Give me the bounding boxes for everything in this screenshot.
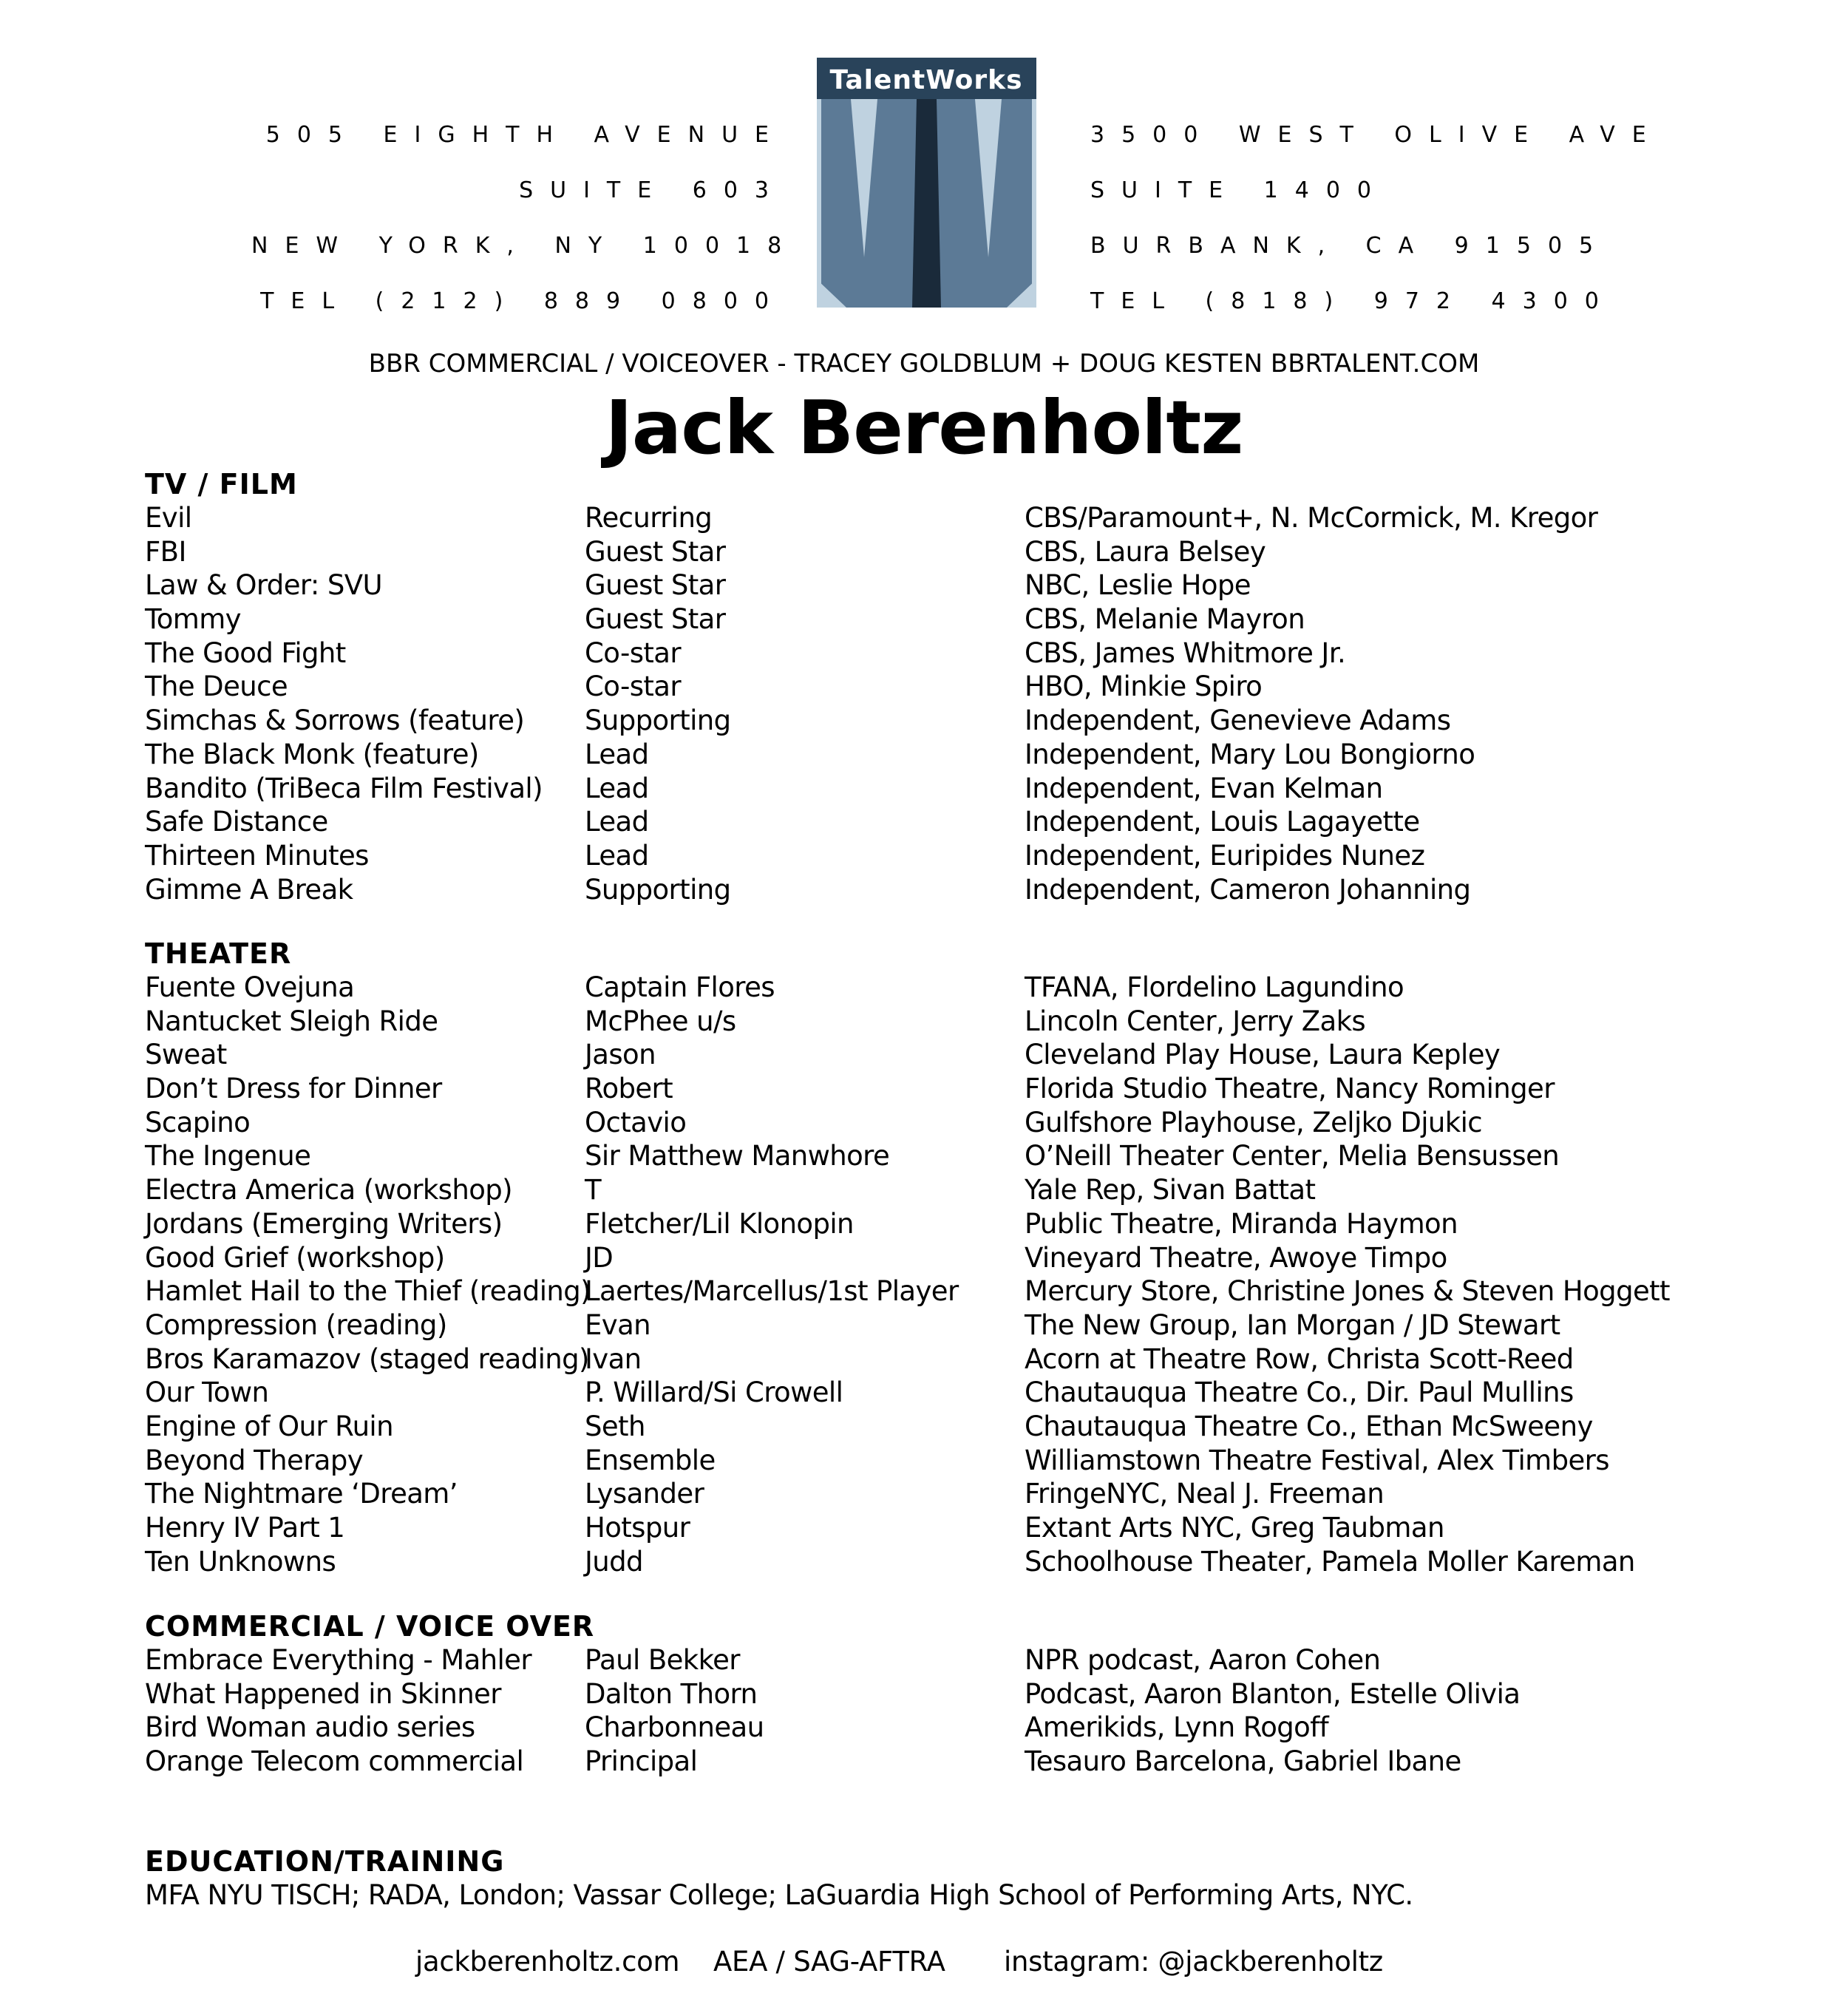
credit-row: [145, 568, 1697, 602]
talentworks-logo: [817, 58, 1036, 308]
credit-role: Captain Flores: [585, 971, 775, 1003]
credit-row: [145, 704, 1697, 738]
credit-row: [145, 1173, 1697, 1207]
credit-row: [145, 1274, 1697, 1308]
credit-company-director: Extant Arts NYC, Greg Taubman: [1025, 1512, 1444, 1544]
ny-office-address: [251, 107, 799, 329]
logo-w-dark-center: [912, 99, 941, 308]
credit-title: Scapino: [145, 1106, 251, 1138]
credit-company-director: TFANA, Flordelino Lagundino: [1025, 971, 1404, 1003]
instagram-handle[interactable]: instagram: @jackberenholtz: [1004, 1946, 1383, 1978]
credit-company-director: CBS, Melanie Mayron: [1025, 603, 1305, 636]
credit-title: Tommy: [145, 603, 241, 636]
commercial-voiceover-section: [145, 1609, 1697, 1779]
credit-title: Good Grief (workshop): [145, 1241, 445, 1274]
credit-company-director: Independent, Euripides Nunez: [1025, 839, 1425, 872]
credit-role: Paul Bekker: [585, 1644, 740, 1676]
credit-company-director: Mercury Store, Christine Jones & Steven Hoggett: [1025, 1275, 1670, 1308]
credit-role: Sir Matthew Manwhore: [585, 1140, 890, 1172]
credit-row: [145, 535, 1697, 569]
tv-film-section: [145, 467, 1697, 906]
credit-title: Ten Unknowns: [145, 1545, 336, 1578]
credit-title: Orange Telecom commercial: [145, 1745, 524, 1778]
la-address-line-3: BURBANK, CA 91505: [1090, 233, 1611, 259]
credit-row: [145, 670, 1697, 704]
credit-title: Engine of Our Ruin: [145, 1410, 393, 1442]
la-office-address: [1090, 107, 1663, 329]
credit-row: [145, 805, 1697, 839]
credit-company-director: HBO, Minkie Spiro: [1025, 671, 1263, 703]
credit-company-director: FringeNYC, Neal J. Freeman: [1025, 1478, 1385, 1510]
credit-company-director: O’Neill Theater Center, Melia Bensussen: [1025, 1140, 1560, 1172]
credit-role: Co-star: [585, 671, 681, 703]
credit-row: [145, 1072, 1697, 1106]
credit-role: Evan: [585, 1308, 650, 1341]
credit-company-director: Yale Rep, Sivan Battat: [1025, 1174, 1316, 1206]
credit-company-director: Williamstown Theatre Festival, Alex Timbers: [1025, 1444, 1609, 1476]
credit-row: [145, 1106, 1697, 1140]
credit-row: [145, 1677, 1697, 1711]
la-address-line-1: 3500 WEST OLIVE AVE: [1090, 122, 1663, 148]
credit-role: JD: [585, 1241, 614, 1274]
credit-company-director: Florida Studio Theatre, Nancy Rominger: [1025, 1073, 1555, 1105]
credit-title: The Good Fight: [145, 637, 346, 669]
la-address-line-2: SUITE 1400: [1090, 177, 1389, 203]
credit-title: FBI: [145, 535, 186, 568]
credit-role: McPhee u/s: [585, 1005, 736, 1037]
credit-row: [145, 738, 1697, 772]
section-title: COMMERCIAL / VOICE OVER: [145, 1610, 595, 1643]
credit-row: [145, 602, 1697, 637]
credit-company-director: Public Theatre, Miranda Haymon: [1025, 1207, 1458, 1240]
credit-title: Jordans (Emerging Writers): [145, 1207, 503, 1240]
logo-text: TalentWorks: [829, 65, 1023, 95]
credit-row: [145, 1511, 1697, 1545]
credit-row: [145, 1308, 1697, 1342]
credit-row: [145, 1745, 1697, 1779]
union-affiliations: AEA / SAG-AFTRA: [713, 1946, 945, 1978]
ny-address-line-4: TEL (212) 889 0800: [260, 288, 786, 314]
credit-company-director: NBC, Leslie Hope: [1025, 569, 1251, 602]
credit-role: Lead: [585, 738, 649, 770]
credit-role: P. Willard/Si Crowell: [585, 1377, 843, 1409]
credit-role: Seth: [585, 1410, 645, 1442]
credit-company-director: CBS/Paramount+, N. McCormick, M. Kregor: [1025, 502, 1598, 534]
section-title: TV / FILM: [145, 468, 298, 500]
credit-title: Simchas & Sorrows (feature): [145, 705, 525, 737]
credit-role: Guest Star: [585, 569, 726, 602]
credit-company-director: Chautauqua Theatre Co., Ethan McSweeny: [1025, 1410, 1593, 1442]
credit-role: Guest Star: [585, 603, 726, 636]
credit-title: Sweat: [145, 1039, 227, 1071]
credit-role: Co-star: [585, 637, 681, 669]
credit-role: Recurring: [585, 502, 713, 534]
credit-company-director: Lincoln Center, Jerry Zaks: [1025, 1005, 1366, 1037]
la-address-line-4: TEL (818) 972 4300: [1090, 288, 1616, 314]
credit-role: Ensemble: [585, 1444, 716, 1476]
credit-title: Bird Woman audio series: [145, 1711, 475, 1744]
credit-company-director: CBS, Laura Belsey: [1025, 535, 1266, 568]
credit-company-director: Tesauro Barcelona, Gabriel Ibane: [1025, 1745, 1461, 1778]
credit-row: [145, 1376, 1697, 1410]
credit-row: [145, 1241, 1697, 1275]
credit-title: Bros Karamazov (staged reading): [145, 1342, 589, 1375]
credit-company-director: Schoolhouse Theater, Pamela Moller Kareman: [1025, 1545, 1635, 1578]
credit-title: Safe Distance: [145, 806, 328, 838]
credit-row: [145, 1038, 1697, 1072]
credit-title: Thirteen Minutes: [145, 839, 369, 872]
education-section: [145, 1844, 1697, 1912]
credit-row: [145, 1139, 1697, 1173]
credit-role: Laertes/Marcellus/1st Player: [585, 1275, 959, 1308]
credit-role: Ivan: [585, 1342, 642, 1375]
section-title: THEATER: [145, 937, 292, 970]
credit-company-director: Independent, Louis Lagayette: [1025, 806, 1420, 838]
credit-row: [145, 1444, 1697, 1478]
credit-role: Judd: [585, 1545, 643, 1578]
credit-row: [145, 501, 1697, 535]
credit-company-director: NPR podcast, Aaron Cohen: [1025, 1644, 1381, 1676]
actor-name: Jack Berenholtz: [605, 384, 1243, 471]
credit-role: Principal: [585, 1745, 698, 1778]
credit-role: Dalton Thorn: [585, 1677, 758, 1710]
credit-title: Law & Order: SVU: [145, 569, 382, 602]
credit-company-director: Amerikids, Lynn Rogoff: [1025, 1711, 1329, 1744]
credit-company-director: Independent, Mary Lou Bongiorno: [1025, 738, 1475, 770]
credit-title: Beyond Therapy: [145, 1444, 364, 1476]
credit-row: [145, 1545, 1697, 1579]
credit-role: Lysander: [585, 1478, 704, 1510]
credit-role: T: [585, 1174, 602, 1206]
credit-title: Compression (reading): [145, 1308, 447, 1341]
credit-company-director: Podcast, Aaron Blanton, Estelle Olivia: [1025, 1677, 1521, 1710]
credit-title: Hamlet Hail to the Thief (reading): [145, 1275, 591, 1308]
footer: [0, 1946, 1848, 1983]
credit-title: Evil: [145, 502, 192, 534]
credit-role: Lead: [585, 772, 649, 804]
website-link[interactable]: jackberenholtz.com: [415, 1946, 680, 1978]
credit-title: Don’t Dress for Dinner: [145, 1073, 442, 1105]
credit-row: [145, 971, 1697, 1005]
credit-company-director: Chautauqua Theatre Co., Dir. Paul Mullins: [1025, 1377, 1574, 1409]
credit-title: The Ingenue: [145, 1140, 311, 1172]
credit-row: [145, 1643, 1697, 1677]
ny-address-line-2: SUITE 603: [519, 177, 786, 203]
credit-role: Fletcher/Lil Klonopin: [585, 1207, 854, 1240]
section-title: EDUCATION/TRAINING: [145, 1845, 505, 1878]
credit-company-director: Acorn at Theatre Row, Christa Scott-Reed: [1025, 1342, 1574, 1375]
credit-title: Embrace Everything - Mahler: [145, 1644, 531, 1676]
credit-company-director: CBS, James Whitmore Jr.: [1025, 637, 1346, 669]
credit-role: Jason: [585, 1039, 656, 1071]
credit-company-director: Independent, Genevieve Adams: [1025, 705, 1451, 737]
credit-role: Guest Star: [585, 535, 726, 568]
education-text: MFA NYU TISCH; RADA, London; Vassar College; LaGuardia High School of Performing Arts, NYC.: [145, 1879, 1413, 1911]
credit-title: The Deuce: [145, 671, 288, 703]
credit-row: [145, 873, 1697, 907]
ny-address-line-3: NEW YORK, NY 10018: [251, 233, 799, 259]
credit-role: Lead: [585, 806, 649, 838]
credit-title: The Nightmare ‘Dream’: [145, 1478, 458, 1510]
credit-row: [145, 637, 1697, 671]
credit-role: Hotspur: [585, 1512, 690, 1544]
credit-row: [145, 1711, 1697, 1745]
credit-row: [145, 839, 1697, 873]
credit-role: Robert: [585, 1073, 673, 1105]
credit-role: Supporting: [585, 705, 731, 737]
credit-role: Octavio: [585, 1106, 687, 1138]
credit-row: [145, 772, 1697, 806]
credit-title: Our Town: [145, 1377, 269, 1409]
credit-company-director: Vineyard Theatre, Awoye Timpo: [1025, 1241, 1447, 1274]
theater-section: [145, 937, 1697, 1578]
commercial-agency-line: BBR COMMERCIAL / VOICEOVER - TRACEY GOLDBLUM + DOUG KESTEN BBRTALENT.COM: [368, 349, 1480, 379]
credit-title: The Black Monk (feature): [145, 738, 479, 770]
credit-title: Gimme A Break: [145, 873, 353, 906]
credit-company-director: Cleveland Play House, Laura Kepley: [1025, 1039, 1501, 1071]
credit-title: Fuente Ovejuna: [145, 971, 355, 1003]
credit-role: Charbonneau: [585, 1711, 764, 1744]
credit-company-director: The New Group, Ian Morgan / JD Stewart: [1025, 1308, 1560, 1341]
credit-company-director: Independent, Cameron Johanning: [1025, 873, 1471, 906]
credit-title: Nantucket Sleigh Ride: [145, 1005, 438, 1037]
credit-company-director: Independent, Evan Kelman: [1025, 772, 1383, 804]
credit-title: Henry IV Part 1: [145, 1512, 345, 1544]
credit-title: Electra America (workshop): [145, 1174, 512, 1206]
credit-row: [145, 1005, 1697, 1039]
ny-address-line-1: 505 EIGHTH AVENUE: [265, 122, 786, 148]
credit-role: Lead: [585, 839, 649, 872]
credit-row: [145, 1342, 1697, 1377]
credit-company-director: Gulfshore Playhouse, Zeljko Djukic: [1025, 1106, 1483, 1138]
credit-row: [145, 1207, 1697, 1241]
credit-role: Supporting: [585, 873, 731, 906]
credit-row: [145, 1477, 1697, 1511]
credit-title: What Happened in Skinner: [145, 1677, 501, 1710]
credit-row: [145, 1410, 1697, 1444]
credit-title: Bandito (TriBeca Film Festival): [145, 772, 543, 804]
